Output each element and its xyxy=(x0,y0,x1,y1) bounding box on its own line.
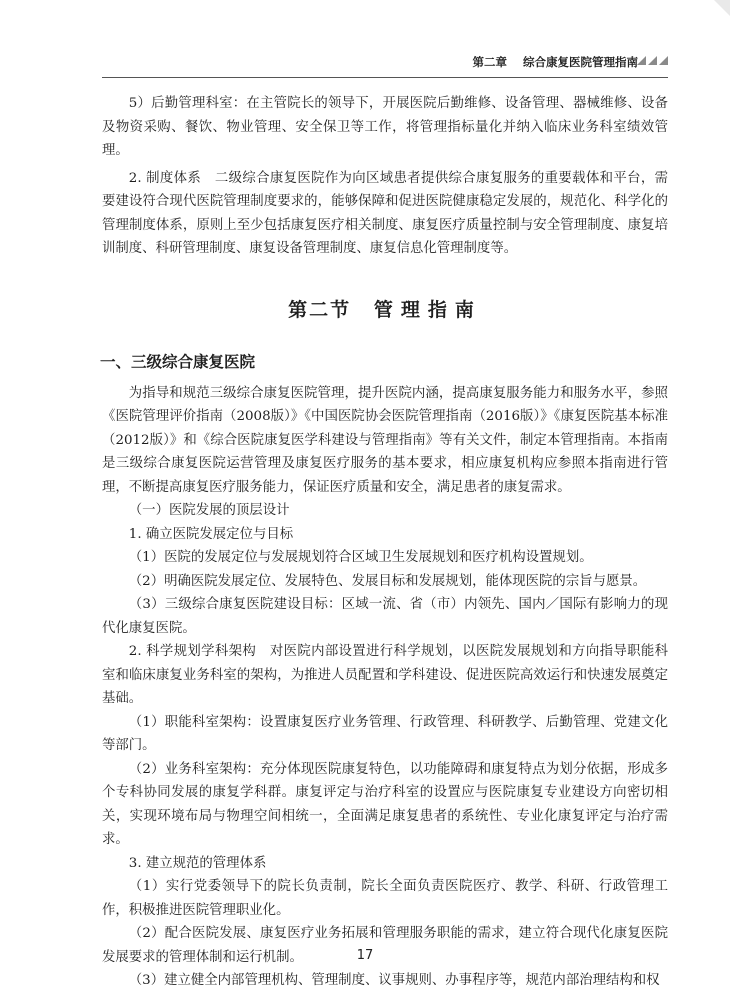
page-number: 17 xyxy=(356,948,374,963)
intro-paragraph: 为指导和规范三级综合康复医院管理，提升医院内涵，提高康复服务能力和服务水平，参照《医院管理评价指南（2008版）》《中国医院协会医院管理指南（2016版）》《康复医院基本标准（2012版）》和《综合医院康复医学科建设与管理指南》等有关文件，制定本管理指南。本指南是三级综合康复医院运营管理及康复医疗服务的基本要求，相应康复机构应参照本指南进行管理，不断提高康复医疗服务能力，保证医疗质量和安全，满足患者的康复需求。 xyxy=(102,385,668,495)
paragraph: 2. 制度体系 二级综合康复医院作为向区域患者提供综合康复服务的重要载体和平台，需要建设符合现代医院管理制度要求的，能够保障和促进医院健康稳定发展的，规范化、科学化的管理制度体系，原则上至少包括康复医疗相关制度、康复医疗质量控制与安全管理制度、康复培训制度、科研管理制度、康复设备管理制度、康复信息化管理制度等。 xyxy=(102,170,668,256)
chapter-title: 综合康复医院管理指南 xyxy=(523,55,638,69)
heading-level-2: （一）医院发展的顶层设计 xyxy=(128,503,290,518)
list-item: 1. 确立医院发展定位与目标 xyxy=(128,526,294,542)
list-item: （3）建立健全内部管理机构、管理制度、议事规则、办事程序等，规范内部治理结构和权 xyxy=(128,973,660,988)
list-item: （2）业务科室架构：充分体现医院康复特色，以功能障碍和康复特点为划分依据，形成多个专科协同发展的康复学科群。康复评定与治疗科室的设置应与医院康复专业建设方向密切相关，实现环境布局与物理空间相统一，全面满足康复患者的系统性、专业化康复评定与治疗需求。 xyxy=(102,761,668,847)
triangle-mark-icon xyxy=(637,56,646,65)
triangle-mark-icon xyxy=(648,56,657,65)
running-header xyxy=(473,54,639,70)
list-item: 3. 建立规范的管理体系 xyxy=(128,855,267,871)
list-item: （1）职能科室架构：设置康复医疗业务管理、行政管理、科研教学、后勤管理、党建文化等部门。 xyxy=(102,714,668,753)
paragraph: 5）后勤管理科室：在主管院长的领导下，开展医院后勤维修、设备管理、器械维修、设备及物资采购、餐饮、物业管理、安全保卫等工作，将管理指标量化并纳入临床业务科室绩效管理。 xyxy=(102,96,668,158)
list-item: （2）明确医院发展定位、发展特色、发展目标和发展规划，能体现医院的宗旨与愿景。 xyxy=(128,573,647,589)
section-title xyxy=(102,295,668,322)
header-decoration xyxy=(637,56,668,65)
section-name: 管理指南 xyxy=(373,298,482,321)
page-corner-fold xyxy=(714,0,730,16)
triangle-mark-icon xyxy=(659,56,668,65)
list-item: （1）医院的发展定位与发展规划符合区域卫生发展规划和医疗机构设置规划。 xyxy=(128,550,593,565)
list-item: 2. 科学规划学科架构 对医院内部设置进行科学规划，以医院发展规划和方向指导职能科室和临床康复业务科室的架构，为推进人员配置和学科建设、促进医院高效运行和快速发展奠定基础。 xyxy=(102,644,668,706)
section-number: 第二节 xyxy=(288,298,352,321)
page-body xyxy=(102,92,668,993)
chapter-number: 第二章 xyxy=(472,55,507,69)
heading-level-1: 一、三级综合康复医院 xyxy=(100,352,256,371)
list-item: （2）配合医院发展、康复医疗业务拓展和管理服务职能的需求，建立符合现代化康复医院发展要求的管理体制和运行机制。 xyxy=(102,926,668,965)
list-item: （1）实行党委领导下的院长负责制，院长全面负责医院医疗、教学、科研、行政管理工作，积极推进医院管理职业化。 xyxy=(102,879,668,918)
list-item: （3）三级综合康复医院建设目标：区域一流、省（市）内领先、国内／国际有影响力的现代化康复医院。 xyxy=(102,597,668,636)
header-rule xyxy=(102,77,668,78)
